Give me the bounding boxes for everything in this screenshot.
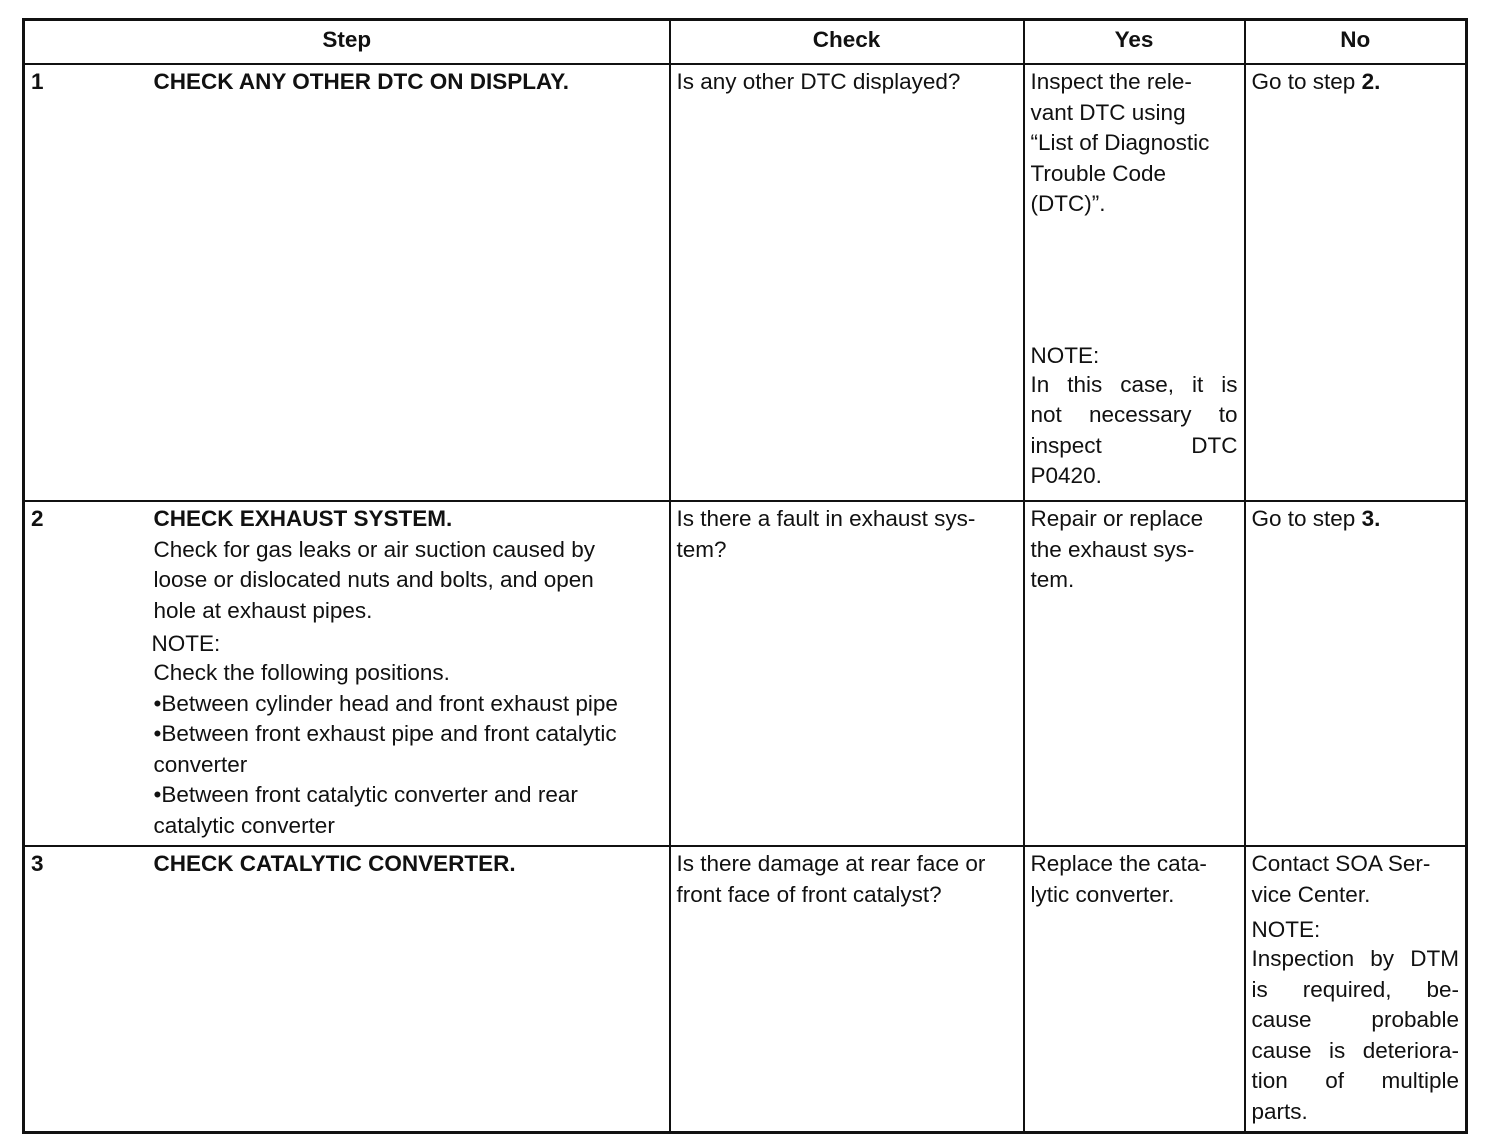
check-line: tem? — [676, 536, 727, 562]
header-check: Check — [670, 20, 1024, 65]
check-cell: Is any other DTC displayed? — [670, 64, 1024, 501]
yes-line: Inspect the rele- — [1030, 69, 1192, 94]
yes-cell — [1024, 846, 1245, 1133]
no-step-ref: 2. — [1361, 69, 1381, 94]
check-line: Is there damage at rear face or — [676, 851, 986, 876]
table-row — [24, 64, 1467, 501]
note-line: parts. — [1251, 1098, 1308, 1124]
table-row — [24, 846, 1467, 1133]
diagnostic-table — [22, 18, 1468, 1134]
no-line: Contact SOA Ser- — [1251, 851, 1431, 876]
yes-cell — [1024, 501, 1245, 846]
step-description — [148, 846, 670, 1133]
yes-line: lytic converter. — [1030, 881, 1175, 907]
no-cell — [1245, 501, 1467, 846]
note-label: NOTE: — [151, 631, 221, 656]
note-label: NOTE: — [1030, 342, 1100, 368]
note-line: tion of multiple — [1251, 1068, 1460, 1093]
note-line: In this case, it is — [1030, 371, 1238, 397]
no-cell — [1245, 846, 1467, 1133]
check-line: Is there a fault in exhaust sys- — [676, 506, 976, 531]
header-yes: Yes — [1024, 20, 1245, 65]
step-number: 2 — [24, 501, 148, 846]
yes-line: Replace the cata- — [1030, 851, 1207, 876]
note-intro: Check the following positions. — [153, 660, 450, 685]
header-row — [24, 20, 1467, 65]
yes-line: tem. — [1030, 567, 1075, 592]
step-body-line: Check for gas leaks or air suction caused by — [153, 536, 595, 562]
note-item: •Between front exhaust pipe and front catalytic converter — [153, 721, 617, 777]
note-item: •Between cylinder head and front exhaust pipe — [153, 690, 618, 716]
step-title: CHECK EXHAUST SYSTEM. — [153, 506, 453, 531]
no-line: vice Center. — [1251, 881, 1371, 907]
note-line: cause probable — [1251, 1007, 1460, 1032]
step-body-line: loose or dislocated nuts and bolts, and open — [153, 567, 594, 592]
step-number: 3 — [24, 846, 148, 1133]
no-text: Go to step — [1251, 69, 1362, 94]
yes-line: the exhaust sys- — [1030, 536, 1195, 562]
note-item: •Between front catalytic converter and rear catalytic converter — [153, 782, 578, 838]
table-row — [24, 501, 1467, 846]
header-no: No — [1245, 20, 1467, 65]
check-cell — [670, 846, 1024, 1133]
yes-line: vant DTC using — [1030, 99, 1186, 125]
note-line: cause is deteriora- — [1251, 1037, 1460, 1063]
yes-cell — [1024, 64, 1245, 501]
note-line: is required, be- — [1251, 976, 1460, 1002]
no-step-ref: 3. — [1361, 506, 1381, 531]
note-line: Inspection by DTM — [1251, 946, 1460, 971]
step-description — [148, 64, 670, 501]
note-label: NOTE: — [1251, 917, 1321, 942]
note-line: not necessary to — [1030, 402, 1238, 427]
yes-line: Trouble Code — [1030, 160, 1167, 186]
yes-line: (DTC)”. — [1030, 191, 1106, 216]
check-line: front face of front catalyst? — [676, 881, 942, 907]
header-step: Step — [24, 20, 670, 65]
step-number: 1 — [24, 64, 148, 501]
step-title: CHECK CATALYTIC CONVERTER. — [153, 851, 516, 876]
yes-line: “List of Diagnostic — [1030, 130, 1210, 155]
check-cell — [670, 501, 1024, 846]
no-cell — [1245, 64, 1467, 501]
note-line: inspect DTC — [1030, 432, 1238, 458]
note-line: P0420. — [1030, 463, 1102, 488]
step-title: CHECK ANY OTHER DTC ON DISPLAY. — [153, 69, 569, 94]
step-body-line: hole at exhaust pipes. — [153, 597, 373, 623]
yes-line: Repair or replace — [1030, 506, 1204, 531]
no-text: Go to step — [1251, 506, 1362, 531]
step-description — [148, 501, 670, 846]
